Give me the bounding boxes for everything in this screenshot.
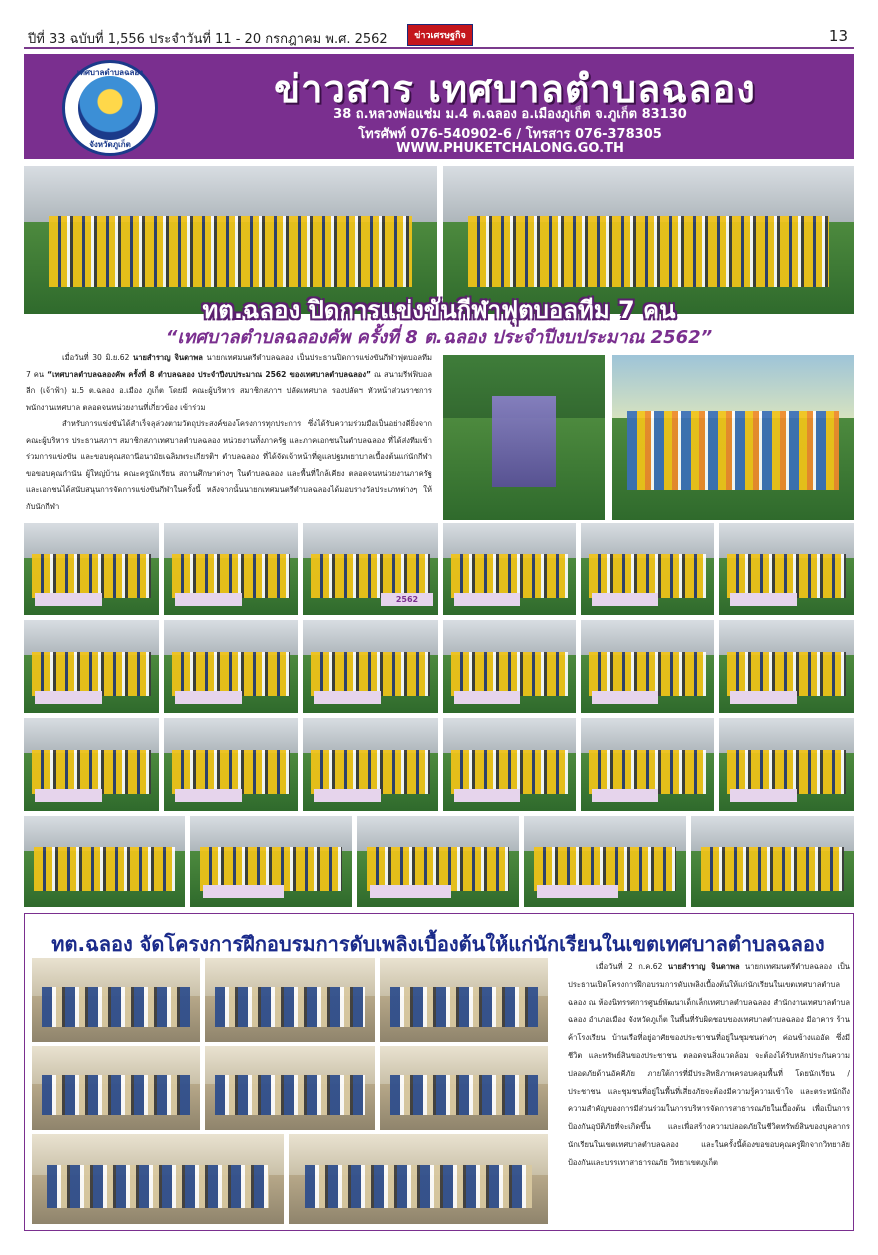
- masthead-address: 38 ถ.หลวงพ่อแช่ม ม.4 ต.ฉลอง อ.เมืองภูเก็ต จ.ภูเก็ต 83130: [333, 107, 687, 122]
- award-photo: [581, 718, 714, 811]
- award-photo: [164, 620, 298, 713]
- award-photo: [524, 816, 686, 907]
- award-photo: [443, 523, 576, 615]
- masthead-phone: โทรศัพท์ 076-540902-6 / โทรสาร 076-378305: [358, 127, 662, 142]
- team-group-photo: [612, 355, 854, 520]
- seal-emblem: [78, 76, 142, 140]
- award-photo: [164, 718, 298, 811]
- award-photo: [164, 523, 298, 615]
- award-photo: [24, 523, 159, 615]
- page-number: 13: [828, 27, 848, 45]
- masthead-website: WWW.PHUKETCHALONG.GO.TH: [396, 141, 624, 156]
- award-photo: [691, 816, 854, 907]
- training-photo: [32, 958, 200, 1042]
- award-photo: [303, 620, 438, 713]
- award-photo: [303, 523, 438, 615]
- award-photo: [719, 718, 854, 811]
- training-photo: [289, 1134, 548, 1224]
- ceremony-speech-photo: [443, 355, 605, 520]
- award-photo: [24, 620, 159, 713]
- award-photo: [357, 816, 519, 907]
- training-photo: [32, 1134, 284, 1224]
- article2-paragraph: เมื่อวันที่ 2 ก.ค.62 นายสำราญ จินดาพล นายกเทศมนตรีตำบลฉลอง เป็นประธานเปิดโครงการฝึกอบรมการดับเพลิงเบื้องต้นให้แก่นักเรียนในเขตเทศบาลตำบลฉลอง ณ ห้องนิทรรศการศูนย์พัฒนาเด็กเล็กเทศบาลตำบลฉลอง สำนักงานเทศบาลตำบลฉลอง อำเภอเมือง จังหวัดภูเก็ต ในพื้นที่รับผิดชอบของเทศบาลตำบลฉลอง มีอาคาร ร้านค้าโรงเรียน บ้านเรือที่อยู่อาศัยของประชาชนที่อยู่ในชุมชนต่างๆ ค่อนข้างแออัด ซึ่งมีชีวิต และทรัพย์สินของประชาชน ตลอดจนสิ่งแวดล้อม จะต้องได้รับหลักประกันความปลอดภัยด้านอัคคีภัย ภายใต้การที่มีประสิทธิภาพครอบคลุมพื้นที่ โดยนักเรียน / ประชาชน และชุมชนที่อยู่ในพื้นที่เสี่ยงภัยจะต้องมีความรู้ความเข้าใจ และตระหนักถึงความสำคัญของการมีส่วนร่วมในการบริหารจัดการสาธารณภัยในเบื้องต้น เพื่อเป็นการป้องกันอุบัติภัยที่จะเกิดขึ้น และเพื่อสร้างความปลอดภัยในชีวิตทรัพย์สินของบุคลากร นักเรียนในเขตเทศบาลตำบลฉลอง และในครั้งนี้ต้องขอขอบคุณครูฝึกจากวิทยาลัยป้องกันและบรรเทาสาธารณภัย วิทยาเขตภูเก็ต: [568, 962, 850, 1167]
- seal-bottom-text: จังหวัดภูเก็ต: [89, 140, 131, 149]
- article1-body: [26, 350, 432, 520]
- award-photo: [443, 718, 576, 811]
- training-photo: [205, 1046, 375, 1130]
- article1-paragraph-2: สำหรับการแข่งขันได้สำเร็จลุล่วงตามวัตถุประสงค์ของโครงการทุกประการ ซึ่งได้รับความร่วมมือเป็นอย่างดียิ่งจาก คณะผู้บริหาร ประธานสภาฯ สมาชิกสภาเทศบาลตำบลฉลอง หน่วยงานทั้งภาครัฐ และภาคเอกชนในตำบลฉลอง ที่ได้ส่งทีมเข้าร่วมการแข่งขัน และขอบคุณสถานีอนามัยเฉลิมพระเกียรติฯ ตำบลฉลอง ที่ได้จัดเจ้าหน้าที่ดูแลปฐมพยาบาลเบื้องต้นแก่นักกีฬา ขอขอบคุณกำนัน ผู้ใหญ่บ้าน คณะครูนักเรียน สถานศึกษาต่างๆ ในตำบลฉลอง และพื้นที่ใกล้เคียง ตลอดจนหน่วยงานภาครัฐ และเอกชนได้สนับสนุนการจัดการแข่งขันกีฬาในครั้งนี้ หลังจากนั้นนายกเทศมนตรีตำบลฉลองได้มอบรางวัลประเภทต่างๆ ให้กับนักกีฬา: [26, 419, 432, 511]
- seal-top-text: เทศบาลตำบลฉลอง: [76, 68, 144, 77]
- training-photo: [380, 1046, 548, 1130]
- cup-year-label: 2562: [381, 593, 432, 606]
- masthead-title: ข่าวสาร เทศบาลตำบลฉลอง: [274, 67, 756, 111]
- award-photo: [719, 620, 854, 713]
- award-photo: [719, 523, 854, 615]
- issue-line: ปีที่ 33 ฉบับที่ 1,556 ประจำวันที่ 11 - 20 กรกฎาคม พ.ศ. 2562: [28, 32, 388, 47]
- award-photo: [24, 816, 185, 907]
- award-photo: [24, 718, 159, 811]
- publication-logo: ข่าวเศรษฐกิจ: [407, 24, 473, 46]
- training-photo: [32, 1046, 200, 1130]
- article1-paragraph-1: เมื่อวันที่ 30 มิ.ย.62 นายสำราญ จินดาพล นายกเทศมนตรีตำบลฉลอง เป็นประธานปิดการแข่งขันกีฬาฟุตบอลทีม 7 คน “เทศบาลตำบลฉลองคัพ ครั้งที่ 8 ตำบลฉลอง ประจำปีงบประมาณ 2562 ของเทศบาลตำบลฉลอง” ณ สนามรีฟฟิบอลลีก (เจ้าฟ้า) ม.5 ต.ฉลอง อ.เมือง ภูเก็ต โดยมี คณะผู้บริหาร สมาชิกสภาฯ ปลัดเทศบาล รองปลัดฯ หัวหน้าส่วนราชการ พนักงานเทศบาล ตลอดจนหน่วยงานที่เกี่ยวข้อง เข้าร่วม: [26, 353, 432, 412]
- award-photo: [581, 523, 714, 615]
- training-photo: [205, 958, 375, 1042]
- article2-body: [568, 958, 850, 1228]
- article1-headline: ทต.ฉลอง ปิดการแข่งขันกีฬาฟุตบอลทีม 7 คน: [202, 296, 676, 324]
- award-photo: [581, 620, 714, 713]
- award-photo: [443, 620, 576, 713]
- award-photo: [190, 816, 352, 907]
- award-photo: [303, 718, 438, 811]
- training-photo: [380, 958, 548, 1042]
- article2-headline: ทต.ฉลอง จัดโครงการฝึกอบรมการดับเพลิงเบื้องต้นให้แก่นักเรียนในเขตเทศบาลตำบลฉลอง: [51, 932, 825, 956]
- article1-subheadline: “เทศบาลตำบลฉลองคัพ ครั้งที่ 8 ต.ฉลอง ประจำปีงบประมาณ 2562”: [165, 327, 713, 348]
